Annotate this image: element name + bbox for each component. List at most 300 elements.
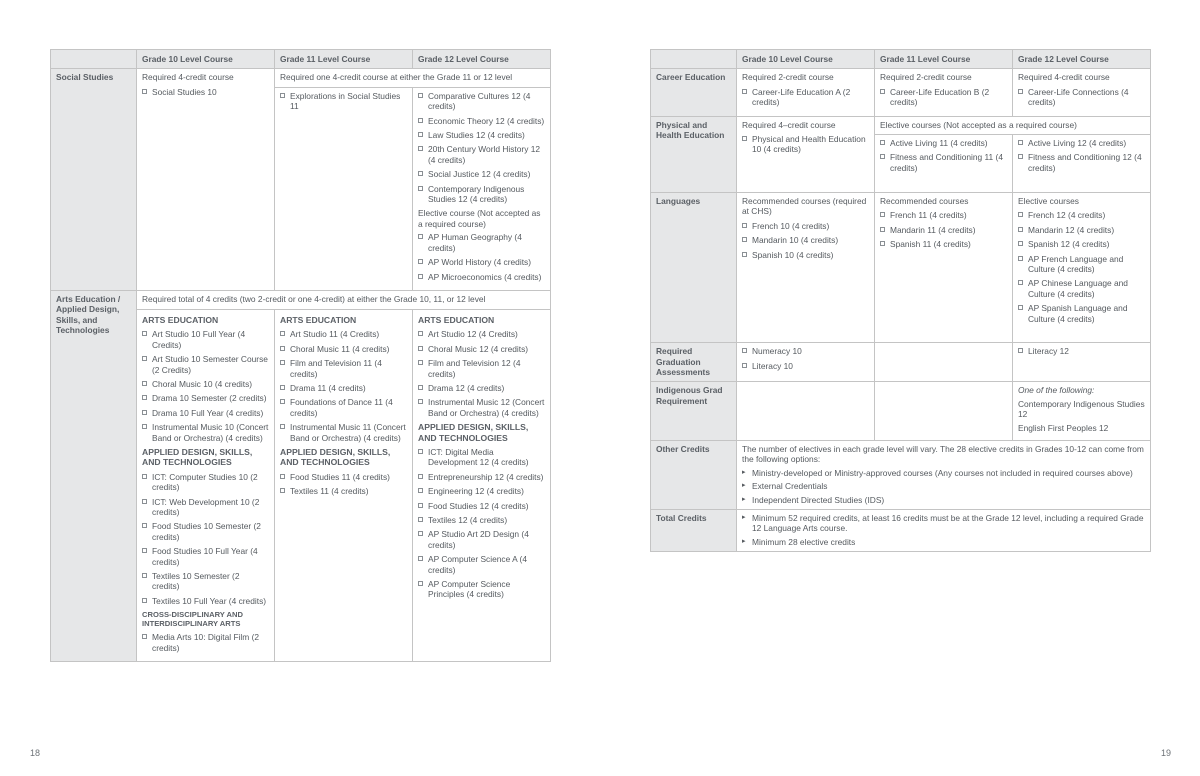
course-name: 20th Century World History 12 (4 credits): [428, 144, 541, 165]
course-name: Social Justice 12 (4 credits): [428, 169, 531, 180]
career-g10-requirement: Required 2-credit course: [742, 72, 834, 83]
course-item: [280, 422, 407, 443]
languages-g10-note: Recommended courses (required at CHS): [742, 196, 867, 217]
course-name: Spanish 12 (4 credits): [1028, 239, 1110, 250]
checkbox-icon: [280, 488, 285, 493]
total-credits-list: [742, 513, 1145, 547]
checkbox-icon: [880, 140, 885, 145]
course-name: Explorations in Social Studies 11: [290, 90, 401, 112]
indig-g11-cell: [875, 382, 1013, 441]
checkbox-icon: [418, 118, 423, 123]
course-name: Fitness and Conditioning 11 (4 credits): [890, 152, 1003, 173]
career-row: [651, 69, 1151, 116]
course-name: ICT: Web Development 10 (2 credits): [152, 496, 260, 517]
course-item: [280, 344, 407, 354]
course-name: Comparative Cultures 12 (4 credits): [428, 90, 531, 112]
checkbox-icon: [742, 89, 747, 94]
bullet-text: Independent Directed Studies (IDS): [752, 494, 885, 505]
checkbox-icon: [418, 385, 423, 390]
page-number-left: 18: [30, 748, 41, 758]
course-name: ICT: Digital Media Development 12 (4 credits): [428, 446, 529, 468]
course-name: Active Living 12 (4 credits): [1028, 138, 1127, 149]
course-item: [142, 354, 269, 375]
checkbox-icon: [418, 531, 423, 536]
phe-req-row: [651, 116, 1151, 134]
course-item: [418, 91, 545, 112]
row-title-career: Career Education: [651, 69, 737, 116]
bullet-icon: ▸: [742, 468, 746, 476]
course-item: [418, 554, 545, 575]
adst-g10-heading: APPLIED DESIGN, SKILLS, AND TECHNOLOGIES: [142, 446, 253, 468]
course-name: Choral Music 12 (4 credits): [428, 343, 529, 354]
other-credits-row: [651, 440, 1151, 509]
cross-g10-heading: CROSS-DISCIPLINARY AND INTERDISCIPLINARY ARTS: [142, 610, 243, 629]
course-item: [418, 397, 545, 418]
checkbox-icon: [1018, 140, 1023, 145]
course-item: [418, 184, 545, 205]
social-g12-elective-note: Elective course (Not accepted as a required course): [418, 208, 541, 229]
other-credits-text: The number of electives in each grade level will vary. The 28 elective credits in Grades 10-12 can come from the following options:: [742, 443, 1144, 465]
checkbox-icon: [1018, 227, 1023, 232]
checkbox-icon: [280, 346, 285, 351]
bullet-text: Minimum 52 required credits, at least 16 credits must be at the Grade 12 level, including a required Grade 12 Language Arts course.: [752, 512, 1144, 534]
social-g10-requirement: Required 4-credit course: [142, 72, 234, 83]
arts-g11-cell: [275, 309, 413, 661]
checkbox-icon: [142, 410, 147, 415]
course-name: Mandarin 10 (4 credits): [752, 235, 839, 246]
bullet-text: External Credentials: [752, 481, 828, 492]
arts-g10-heading: ARTS EDUCATION: [142, 314, 219, 325]
course-item: [742, 134, 869, 155]
checkbox-icon: [1018, 348, 1023, 353]
indig-option-1: Contemporary Indigenous Studies 12: [1018, 398, 1145, 420]
checkbox-icon: [142, 331, 147, 336]
course-item: [418, 579, 545, 600]
career-g12-cell: [1013, 69, 1151, 116]
page-number-right: 19: [1161, 748, 1172, 758]
languages-g11-cell: [875, 193, 1013, 343]
course-item: [418, 501, 545, 511]
row-title-arts: Arts Education / Applied Design, Skills, and Technologies: [51, 290, 137, 661]
course-item: [880, 210, 1007, 220]
row-title-indigenous: Indigenous Grad Requirement: [651, 382, 737, 441]
course-name: Career-Life Connections (4 credits): [1028, 86, 1129, 108]
course-name: AP French Language and Culture (4 credits): [1028, 253, 1124, 275]
checkbox-icon: [1018, 154, 1023, 159]
course-name: Media Arts 10: Digital Film (2 credits): [152, 632, 260, 653]
row-title-total-credits: Total Credits: [651, 509, 737, 551]
course-name: Drama 10 Full Year (4 credits): [152, 407, 264, 418]
course-name: Mandarin 11 (4 credits): [890, 224, 976, 235]
row-title-other-credits: Other Credits: [651, 440, 737, 509]
checkbox-icon: [1018, 280, 1023, 285]
course-item: [142, 521, 269, 542]
header-corner: [651, 50, 737, 69]
adst-g10-list: [142, 472, 269, 606]
header-grade-10: Grade 10 Level Course: [737, 50, 875, 69]
checkbox-icon: [142, 424, 147, 429]
course-item: [742, 250, 869, 260]
checkbox-icon: [418, 581, 423, 586]
header-grade-12: Grade 12 Level Course: [1013, 50, 1151, 69]
course-name: Fitness and Conditioning 12 (4 credits): [1028, 152, 1142, 173]
course-name: AP Computer Science Principles (4 credits): [428, 579, 511, 600]
checkbox-icon: [142, 634, 147, 639]
course-name: Textiles 11 (4 credits): [290, 486, 369, 497]
course-name: Literacy 12: [1028, 346, 1069, 357]
course-item: [142, 497, 269, 518]
course-item: [742, 346, 869, 356]
phe-g12-cell: [1013, 135, 1151, 193]
course-name: Film and Television 12 (4 credits): [428, 358, 521, 379]
course-item: [142, 329, 269, 350]
course-item: [418, 529, 545, 550]
bullet-item: [742, 495, 1145, 505]
course-item: [418, 257, 545, 267]
course-item: [142, 408, 269, 418]
course-name: Art Studio 10 Semester Course (2 Credits): [152, 354, 268, 375]
course-name: French 10 (4 credits): [752, 220, 830, 231]
checkbox-icon: [880, 89, 885, 94]
course-item: [280, 472, 407, 482]
checkbox-icon: [142, 356, 147, 361]
course-name: Spanish 10 (4 credits): [752, 249, 834, 260]
checkbox-icon: [742, 237, 747, 242]
course-item: [418, 232, 545, 253]
course-item: [418, 272, 545, 282]
checkbox-icon: [880, 154, 885, 159]
course-item: [280, 329, 407, 339]
phe-g10-list: [742, 134, 869, 155]
assess-g12-list: [1018, 346, 1145, 356]
arts-g10-cell: [137, 309, 275, 661]
checkbox-icon: [142, 395, 147, 400]
course-name: Food Studies 12 (4 credits): [428, 500, 529, 511]
course-name: Food Studies 10 Full Year (4 credits): [152, 546, 258, 567]
checkbox-icon: [142, 499, 147, 504]
header-grade-10: Grade 10 Level Course: [137, 50, 275, 69]
languages-g12-cell: [1013, 193, 1151, 343]
checkbox-icon: [1018, 241, 1023, 246]
checkbox-icon: [418, 146, 423, 151]
header-grade-11: Grade 11 Level Course: [275, 50, 413, 69]
course-item: [742, 87, 869, 108]
social-g11-list: [280, 91, 407, 112]
course-name: Career-Life Education B (2 credits): [890, 86, 990, 108]
arts-requirement: Required total of 4 credits (two 2-credit or one 4-credit) at either the Grade 10, 11, or 12 level: [137, 290, 551, 309]
phe-g1112-note: Elective courses (Not accepted as a required course): [875, 116, 1151, 134]
career-g12-list: [1018, 87, 1145, 108]
bullet-text: Minimum 28 elective credits: [752, 536, 856, 547]
checkbox-icon: [418, 360, 423, 365]
checkbox-icon: [418, 132, 423, 137]
bullet-item: [742, 537, 1145, 547]
course-item: [142, 571, 269, 592]
phe-g12-list: [1018, 138, 1145, 173]
course-name: Drama 11 (4 credits): [290, 382, 366, 393]
assess-g10-list: [742, 346, 869, 371]
assess-g10-cell: [737, 343, 875, 382]
social-studies-req-row: [51, 69, 551, 87]
checkbox-icon: [418, 331, 423, 336]
course-item: [280, 383, 407, 393]
checkbox-icon: [142, 523, 147, 528]
arts-g12-list: [418, 329, 545, 418]
phe-g10-requirement: Required 4–credit course: [742, 119, 836, 130]
course-name: Contemporary Indigenous Studies 12 (4 credits): [428, 183, 525, 205]
course-item: [142, 472, 269, 493]
checkbox-icon: [1018, 305, 1023, 310]
social-g10-cell: [137, 69, 275, 291]
assess-g12-cell: [1013, 343, 1151, 382]
course-name: Instrumental Music 10 (Concert Band or Orchestra) (4 credits): [152, 422, 269, 443]
career-g10-cell: [737, 69, 875, 116]
phe-g10-cell: [737, 116, 875, 192]
course-item: [1018, 278, 1145, 299]
arts-g10-list: [142, 329, 269, 443]
course-name: Drama 10 Semester (2 credits): [152, 393, 267, 404]
checkbox-icon: [418, 474, 423, 479]
checkbox-icon: [142, 381, 147, 386]
phe-g11-cell: [875, 135, 1013, 193]
course-name: AP Spanish Language and Culture (4 credits): [1028, 303, 1128, 324]
course-name: Career-Life Education A (2 credits): [752, 86, 851, 108]
course-item: [880, 152, 1007, 173]
languages-g11-list: [880, 210, 1007, 249]
adst-g12-list: [418, 447, 545, 600]
course-item: [142, 546, 269, 567]
career-g11-requirement: Required 2-credit course: [880, 72, 972, 83]
social-g10-list: [142, 87, 269, 97]
checkbox-icon: [280, 331, 285, 336]
course-name: Economic Theory 12 (4 credits): [428, 115, 545, 126]
course-item: [418, 130, 545, 140]
course-name: AP World History (4 credits): [428, 257, 532, 268]
course-name: Choral Music 11 (4 credits): [290, 343, 390, 354]
course-item: [1018, 225, 1145, 235]
course-name: AP Human Geography (4 credits): [428, 232, 522, 253]
arts-g12-cell: [413, 309, 551, 661]
course-name: Textiles 10 Full Year (4 credits): [152, 595, 267, 606]
header-row: [51, 50, 551, 69]
checkbox-icon: [418, 274, 423, 279]
indig-option-2: English First Peoples 12: [1018, 422, 1109, 433]
languages-g10-list: [742, 221, 869, 260]
course-item: [418, 344, 545, 354]
header-grade-11: Grade 11 Level Course: [875, 50, 1013, 69]
checkbox-icon: [742, 348, 747, 353]
course-name: Mandarin 12 (4 credits): [1028, 224, 1115, 235]
checkbox-icon: [418, 503, 423, 508]
course-name: Food Studies 11 (4 credits): [290, 471, 390, 482]
career-g11-cell: [875, 69, 1013, 116]
course-item: [1018, 87, 1145, 108]
course-name: Spanish 11 (4 credits): [890, 239, 971, 250]
course-item: [418, 358, 545, 379]
course-item: [280, 397, 407, 418]
career-g11-list: [880, 87, 1007, 108]
career-g10-list: [742, 87, 869, 108]
arts-req-row: [51, 290, 551, 309]
row-title-languages: Languages: [651, 193, 737, 343]
course-name: Textiles 12 (4 credits): [428, 515, 508, 525]
career-g12-requirement: Required 4-credit course: [1018, 72, 1110, 83]
social-g1112-requirement: Required one 4-credit course at either the Grade 11 or 12 level: [275, 69, 551, 87]
course-item: [142, 379, 269, 389]
course-item: [742, 361, 869, 371]
checkbox-icon: [280, 385, 285, 390]
checkbox-icon: [418, 259, 423, 264]
row-title-social-studies: Social Studies: [51, 69, 137, 291]
course-item: [1018, 138, 1145, 148]
course-item: [1018, 346, 1145, 356]
course-name: Entrepreneurship 12 (4 credits): [428, 471, 544, 482]
social-g12-ap-list: [418, 232, 545, 282]
indigenous-row: [651, 382, 1151, 441]
checkbox-icon: [880, 227, 885, 232]
course-item: [418, 515, 545, 525]
right-course-table: [650, 49, 1151, 552]
course-item: [880, 87, 1007, 108]
course-name: Foundations of Dance 11 (4 credits): [290, 397, 393, 418]
course-name: Art Studio 10 Full Year (4 Credits): [152, 329, 246, 350]
course-item: [1018, 254, 1145, 275]
course-name: French 11 (4 credits): [890, 210, 967, 221]
course-item: [142, 422, 269, 443]
course-item: [418, 144, 545, 165]
indig-intro: One of the following:: [1018, 385, 1095, 396]
course-name: AP Studio Art 2D Design (4 credits): [428, 529, 529, 550]
assessments-row: [651, 343, 1151, 382]
total-credits-row: [651, 509, 1151, 551]
checkbox-icon: [1018, 89, 1023, 94]
assess-g11-cell: [875, 343, 1013, 382]
course-name: Engineering 12 (4 credits): [428, 486, 524, 497]
checkbox-icon: [418, 449, 423, 454]
languages-row: [651, 193, 1151, 343]
arts-g11-heading: ARTS EDUCATION: [280, 314, 357, 325]
course-item: [142, 596, 269, 606]
bullet-item: [742, 481, 1145, 491]
bullet-icon: ▸: [742, 495, 746, 503]
course-item: [880, 138, 1007, 148]
checkbox-icon: [742, 223, 747, 228]
languages-g12-list: [1018, 210, 1145, 324]
row-title-assessments: Required Graduation Assessments: [651, 343, 737, 382]
course-item: [418, 447, 545, 468]
course-item: [418, 486, 545, 496]
course-item: [418, 169, 545, 179]
checkbox-icon: [418, 234, 423, 239]
arts-g12-heading: ARTS EDUCATION: [418, 314, 495, 325]
course-item: [142, 87, 269, 97]
course-item: [418, 329, 545, 339]
course-item: [418, 472, 545, 482]
course-name: Social Studies 10: [152, 86, 217, 97]
indig-g10-cell: [737, 382, 875, 441]
social-g11-cell: [275, 87, 413, 290]
header-row: [651, 50, 1151, 69]
course-item: [1018, 210, 1145, 220]
checkbox-icon: [742, 252, 747, 257]
course-item: [1018, 152, 1145, 173]
languages-g12-note: Elective courses: [1018, 196, 1079, 207]
bullet-text: Ministry-developed or Ministry-approved courses (Any courses not included in required courses above): [752, 467, 1133, 478]
course-item: [880, 239, 1007, 249]
course-name: AP Computer Science A (4 credits): [428, 554, 528, 575]
bullet-icon: ▸: [742, 482, 746, 490]
total-credits-cell: [737, 509, 1151, 551]
course-name: Textiles 10 Semester (2 credits): [152, 571, 240, 592]
course-item: [418, 116, 545, 126]
checkbox-icon: [1018, 212, 1023, 217]
checkbox-icon: [742, 136, 747, 141]
checkbox-icon: [418, 556, 423, 561]
checkbox-icon: [280, 399, 285, 404]
course-name: Numeracy 10: [752, 346, 802, 357]
course-name: Art Studio 12 (4 Credits): [428, 329, 518, 340]
checkbox-icon: [418, 186, 423, 191]
checkbox-icon: [418, 517, 423, 522]
checkbox-icon: [1018, 256, 1023, 261]
checkbox-icon: [142, 598, 147, 603]
cross-g10-list: [142, 632, 269, 653]
course-name: Film and Television 11 (4 credits): [290, 358, 382, 379]
checkbox-icon: [280, 424, 285, 429]
course-item: [742, 235, 869, 245]
course-name: Art Studio 11 (4 Credits): [290, 329, 380, 340]
course-item: [142, 393, 269, 403]
course-item: [880, 225, 1007, 235]
checkbox-icon: [880, 241, 885, 246]
bullet-item: [742, 513, 1145, 534]
checkbox-icon: [418, 346, 423, 351]
checkbox-icon: [280, 474, 285, 479]
languages-g11-note: Recommended courses: [880, 196, 969, 207]
arts-g11-list: [280, 329, 407, 443]
course-name: Food Studies 10 Semester (2 credits): [152, 521, 261, 542]
course-name: Literacy 10: [752, 360, 793, 371]
checkbox-icon: [142, 474, 147, 479]
course-name: French 12 (4 credits): [1028, 210, 1106, 221]
other-credits-list: [742, 468, 1145, 505]
course-name: AP Microeconomics (4 credits): [428, 271, 542, 282]
checkbox-icon: [418, 93, 423, 98]
course-name: Instrumental Music 12 (Concert Band or Orchestra) (4 credits): [428, 397, 545, 418]
course-name: Active Living 11 (4 credits): [890, 138, 988, 149]
checkbox-icon: [418, 488, 423, 493]
course-item: [742, 221, 869, 231]
checkbox-icon: [142, 548, 147, 553]
course-item: [1018, 303, 1145, 324]
bullet-item: [742, 468, 1145, 478]
indig-g12-cell: [1013, 382, 1151, 441]
row-title-phe: Physical and Health Education: [651, 116, 737, 192]
social-g12-list: [418, 91, 545, 205]
languages-g10-cell: [737, 193, 875, 343]
course-item: [418, 383, 545, 393]
phe-g11-list: [880, 138, 1007, 173]
course-name: Instrumental Music 11 (Concert Band or Orchestra) (4 credits): [290, 422, 406, 443]
course-name: AP Chinese Language and Culture (4 credits): [1028, 278, 1128, 299]
adst-g11-list: [280, 472, 407, 497]
course-item: [142, 632, 269, 653]
bullet-icon: ▸: [742, 513, 746, 521]
adst-g11-heading: APPLIED DESIGN, SKILLS, AND TECHNOLOGIES: [280, 446, 391, 468]
course-name: Law Studies 12 (4 credits): [428, 130, 525, 141]
checkbox-icon: [880, 212, 885, 217]
course-item: [1018, 239, 1145, 249]
